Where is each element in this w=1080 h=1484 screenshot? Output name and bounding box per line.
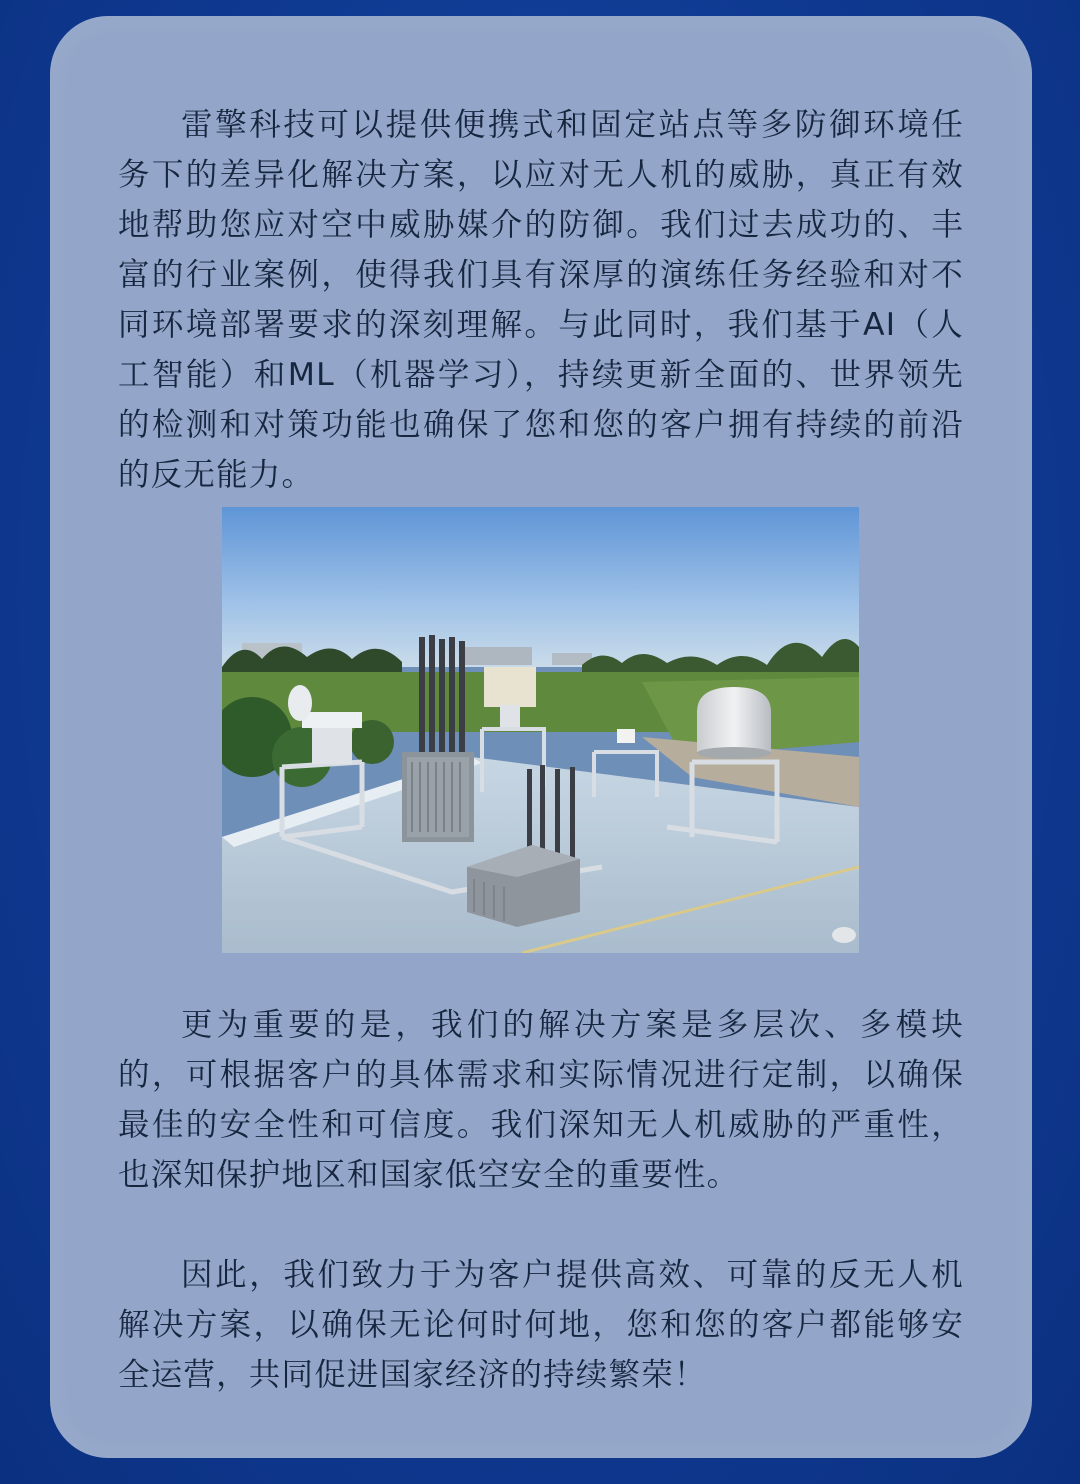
intro-paragraph: 雷擎科技可以提供便携式和固定站点等多防御环境任务下的差异化解决方案，以应对无人机的威胁，真正有效地帮助您应对空中威胁媒介的防御。我们过去成功的、丰富的行业案例，使得我们具有深厚的演练任务经验和对不同环境部署要求的深刻理解。与此同时，我们基于AI（人工智能）和ML（机器学习），持续更新全面的、世界领先的检测和对策功能也确保了您和您的客户拥有持续的前沿的反无能力。 [118, 107, 964, 493]
equipment-photo [222, 507, 859, 953]
rooftop-counter-drone-equipment-image [222, 507, 859, 953]
content-card [50, 16, 1032, 1458]
solution-paragraph: 更为重要的是，我们的解决方案是多层次、多模块的，可根据客户的具体需求和实际情况进行定制，以确保最佳的安全性和可信度。我们深知无人机威胁的严重性，也深知保护地区和国家低空安全的重要性。 [118, 1007, 964, 1193]
commitment-paragraph: 因此，我们致力于为客户提供高效、可靠的反无人机解决方案，以确保无论何时何地，您和您的客户都能够安全运营，共同促进国家经济的持续繁荣！ [118, 1257, 964, 1393]
